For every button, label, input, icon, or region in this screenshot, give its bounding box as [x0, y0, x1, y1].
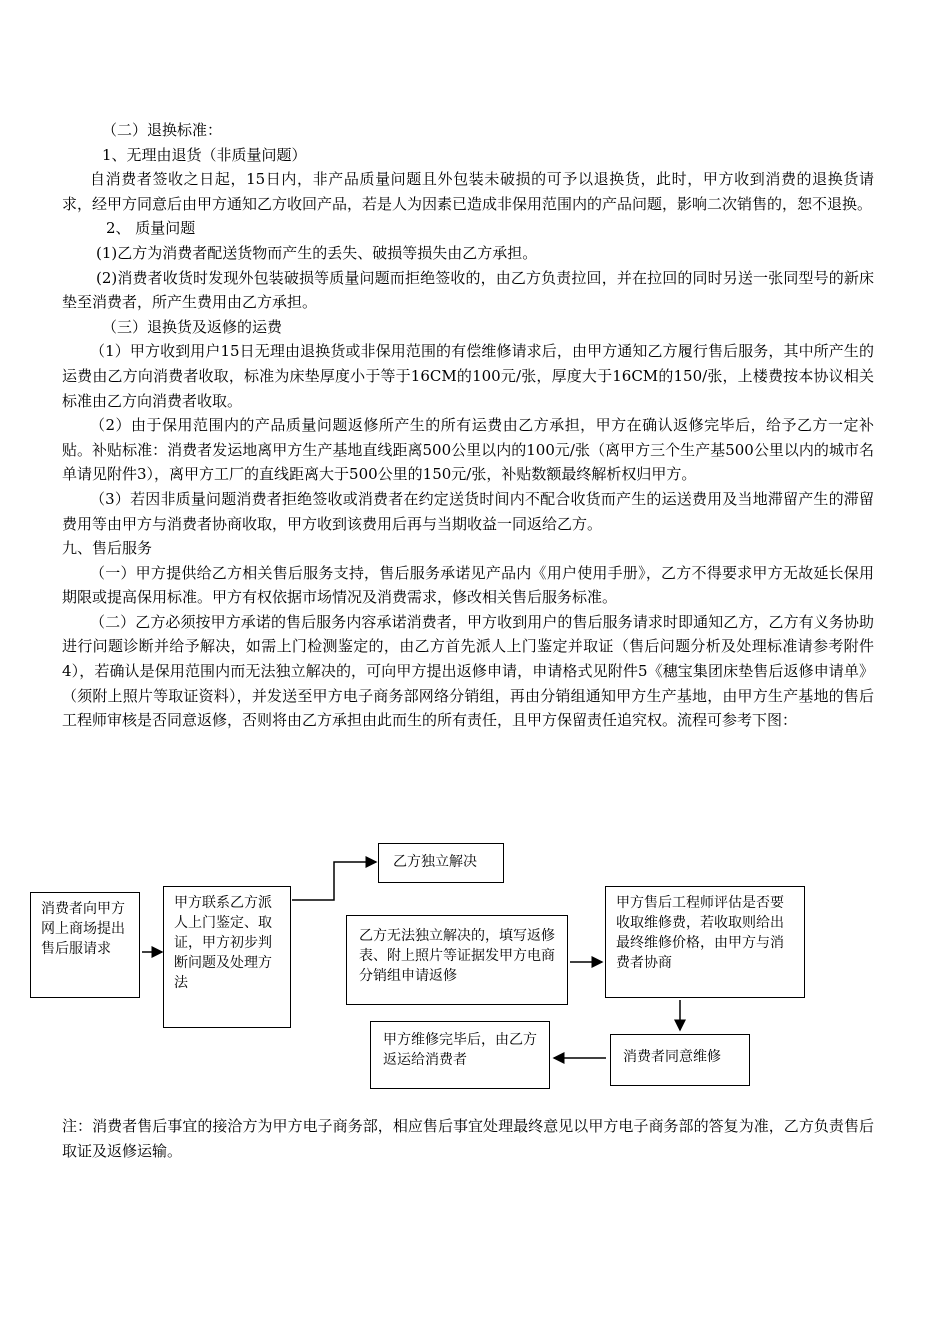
paragraph-quality-2: (2)消费者收货时发现外包装破损等质量问题而拒绝签收的，由乙方负责拉回，并在拉回的同时另送一张同型号的新床垫至消费者，所产生费用由乙方承担。 — [62, 268, 874, 312]
subheading-no-reason-return: 1、无理由退货（非质量问题） — [102, 145, 307, 164]
section-heading-after-sales: 九、售后服务 — [62, 539, 153, 558]
section-heading-return-standard: （二）退换标准： — [102, 121, 223, 139]
paragraph-after-sales-1: （一）甲方提供给乙方相关售后服务支持，售后服务承诺见产品内《用户使用手册》，乙方不得要求甲方无故延长保用期限或提高保用标准。甲方有权依据市场情况及消费需求，修改相关售后服务标准。 — [62, 563, 874, 607]
arrow-step2-to-step3a — [292, 862, 376, 900]
flow-step-customer-agree: 消费者同意维修 — [610, 1034, 750, 1086]
paragraph-freight-3: （3）若因非质量问题消费者拒绝签收或消费者在约定送货时间内不配合收货而产生的运送费用及当地滞留产生的滞留费用等由甲方与消费者协商收取，甲方收到该费用后再与当期收益一同返给乙方。 — [62, 489, 874, 533]
paragraph-freight-2: （2）由于保用范围内的产品质量问题返修所产生的所有运费由乙方承担，甲方在确认返修完毕后，给予乙方一定补贴。补贴标准：消费者发运地离甲方生产基地直线距离500公里以内的100元/张（离甲方三个生产基500公里以内的城市名单请见附件3），离甲方工厂的直线距离大于500公里的150元/张，补贴数额最终解析权归甲方。 — [62, 416, 874, 484]
section-heading-freight: （三）退换货及返修的运费 — [102, 317, 283, 336]
flow-step-return-to-customer: 甲方维修完毕后，由乙方返运给消费者 — [370, 1021, 550, 1089]
paragraph-freight-1: （1）甲方收到用户15日无理由退换货或非保用范围的有偿维修请求后，由甲方通知乙方履行售后服务，其中所产生的运费由乙方向消费者收取，标准为床垫厚度小于等于16CM的100元/张，厚度大于16CM的150/张，上楼费按本协议相关标准由乙方向消费者收取。 — [62, 342, 874, 410]
flow-step-apply-repair: 乙方无法独立解决的，填写返修表、附上照片等证据发甲方电商分销组申请返修 — [346, 915, 568, 1005]
footnote: 注：消费者售后事宜的接洽方为甲方电子商务部，相应售后事宜处理最终意见以甲方电子商务部的答复为准，乙方负责售后取证及返修运输。 — [62, 1117, 874, 1160]
paragraph-quality-1: (1)乙方为消费者配送货物而产生的丢失、破损等损失由乙方承担。 — [96, 243, 538, 262]
flow-step-engineer-evaluate: 甲方售后工程师评估是否要收取维修费，若收取则给出最终维修价格，由甲方与消费者协商 — [605, 886, 805, 998]
flow-step-inspection: 甲方联系乙方派人上门鉴定、取证，甲方初步判断问题及处理方法 — [163, 886, 291, 1028]
paragraph-after-sales-2: （二）乙方必须按甲方承诺的售后服务内容承诺消费者，甲方收到用户的售后服务请求时即通知乙方，乙方有义务协助进行问题诊断并给予解决，如需上门检测鉴定的，由乙方首先派人上门鉴定并取证（售后问题分析及处理标准请参考附件4），若确认是保用范围内而无法独立解决的，可向甲方提出返修申请，申请格式见附件5《穗宝集团床垫售后返修申请单》（须附上照片等取证资料），并发送至甲方电子商务部网络分销组，再由分销组通知甲方生产基地，由甲方生产基地的售后工程师审核是否同意返修，否则将由乙方承担由此而生的所有责任，且甲方保留责任追究权。流程可参考下图： — [62, 612, 874, 730]
paragraph-no-reason-return: 自消费者签收之日起，15日内，非产品质量问题且外包装未破损的可予以退换货，此时，甲方收到消费的退换货请求，经甲方同意后由甲方通知乙方收回产品，若是人为因素已造成非保用范围内的产品问题，影响二次销售的，恕不退换。 — [62, 170, 874, 213]
flow-step-customer-request: 消费者向甲方网上商场提出售后服请求 — [30, 892, 140, 998]
subheading-quality-issue: 2、 质量问题 — [106, 219, 196, 238]
flow-step-self-resolve: 乙方独立解决 — [378, 843, 504, 883]
